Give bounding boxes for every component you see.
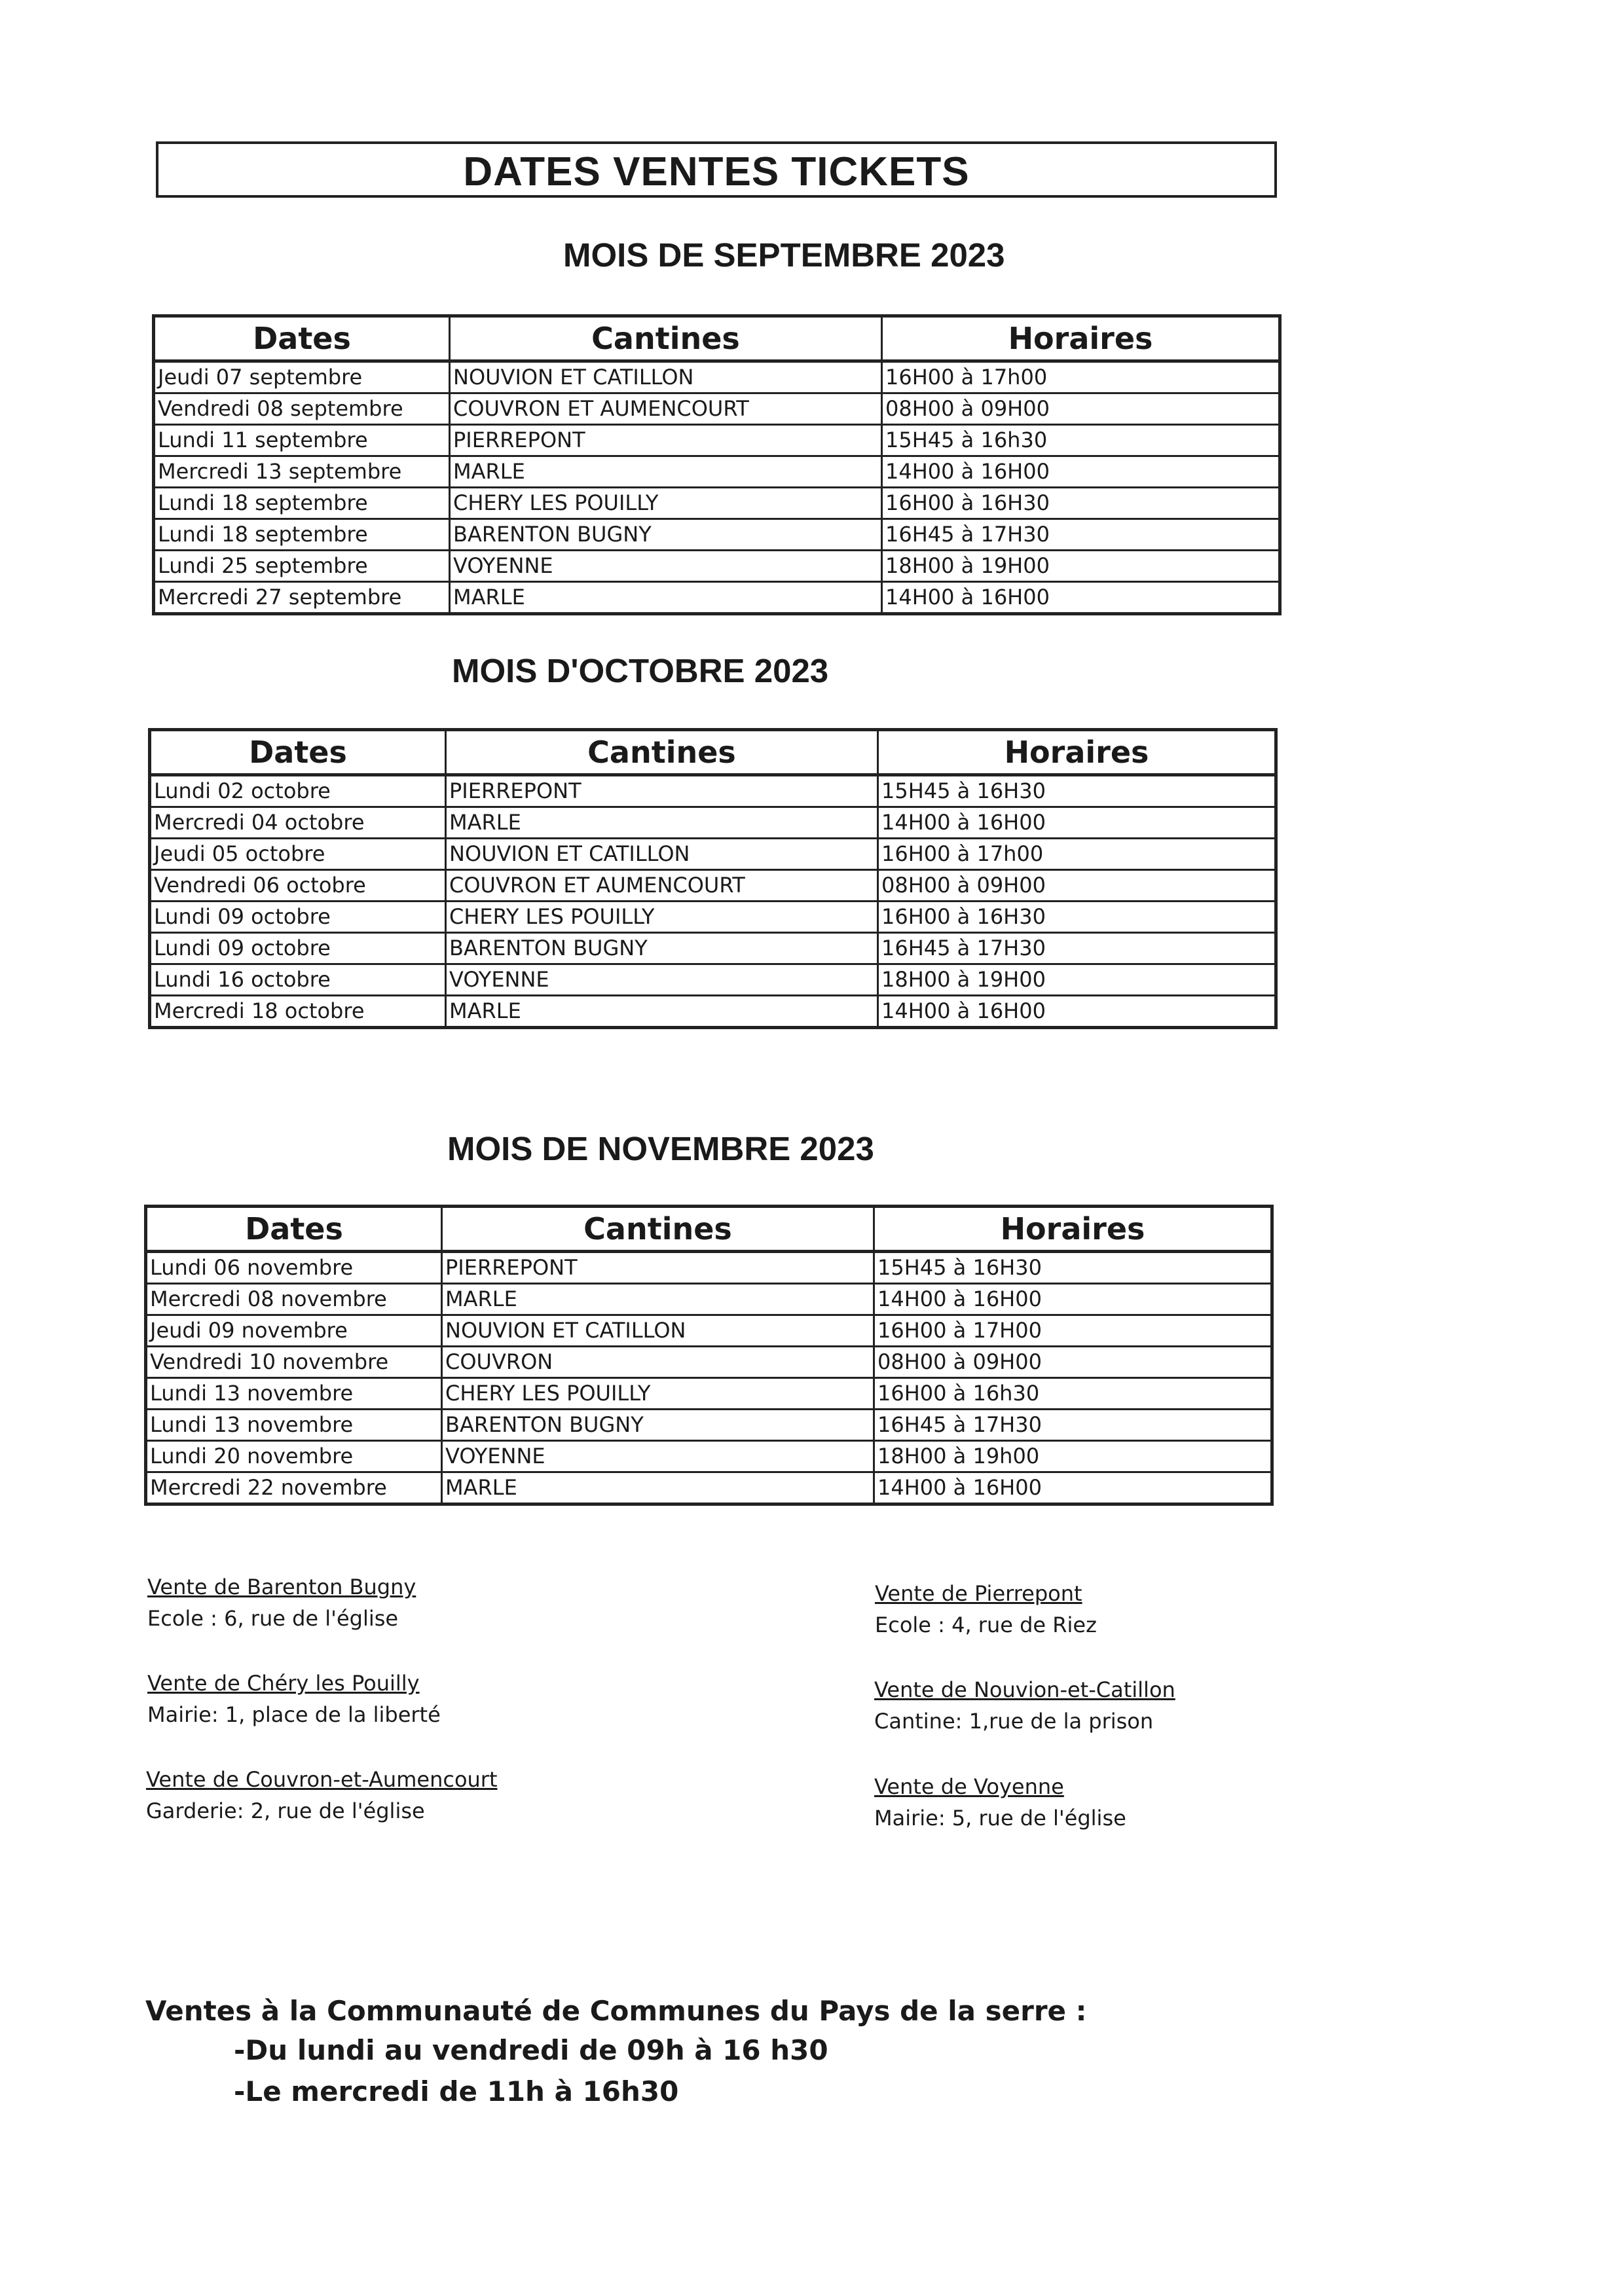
- venue-heading: Vente de Pierrepont: [875, 1581, 1082, 1606]
- cell-horaire: 16H00 à 17h00: [878, 839, 1276, 870]
- venue-nouvion-et-catillon: [874, 1674, 1175, 1737]
- cell-horaire: 16H00 à 17h00: [882, 361, 1280, 393]
- table-row: [146, 1472, 1272, 1504]
- cell-date: Lundi 02 octobre: [150, 775, 446, 807]
- table-body: [150, 775, 1276, 1028]
- cell-cantine: MARLE: [446, 807, 878, 839]
- column-header-horaires: Horaires: [874, 1207, 1272, 1252]
- table-row: [150, 775, 1276, 807]
- table-row: [154, 582, 1280, 614]
- cell-horaire: 16H45 à 17H30: [882, 519, 1280, 551]
- month-title-september: MOIS DE SEPTEMBRE 2023: [563, 236, 1005, 274]
- footer-heading: Ventes à la Communauté de Communes du Pays de la serre :: [145, 1995, 1087, 2027]
- cell-cantine: MARLE: [442, 1284, 874, 1315]
- table-header-row: [146, 1207, 1272, 1252]
- cell-cantine: BARENTON BUGNY: [450, 519, 882, 551]
- table-row: [150, 964, 1276, 996]
- cell-cantine: CHERY LES POUILLY: [442, 1378, 874, 1410]
- table-row: [154, 488, 1280, 519]
- cell-date: Mercredi 22 novembre: [146, 1472, 442, 1504]
- table-row: [150, 839, 1276, 870]
- month-title-november: MOIS DE NOVEMBRE 2023: [447, 1130, 874, 1167]
- venue-pierrepont: [875, 1578, 1097, 1641]
- cell-date: Jeudi 05 octobre: [150, 839, 446, 870]
- venue-barenton-bugny: [147, 1571, 416, 1634]
- column-header-dates: Dates: [154, 316, 450, 361]
- cell-date: Vendredi 08 septembre: [154, 393, 450, 425]
- cell-horaire: 16H00 à 16H30: [878, 902, 1276, 933]
- cell-horaire: 14H00 à 16H00: [882, 456, 1280, 488]
- cell-date: Lundi 11 septembre: [154, 425, 450, 456]
- table-row: [150, 870, 1276, 902]
- cell-cantine: NOUVION ET CATILLON: [446, 839, 878, 870]
- venue-couvron-et-aumencourt: [146, 1764, 498, 1827]
- table-row: [146, 1315, 1272, 1347]
- cell-date: Mercredi 08 novembre: [146, 1284, 442, 1315]
- table-row: [150, 996, 1276, 1028]
- venue-chery-les-pouilly: [147, 1667, 441, 1730]
- month-title-october: MOIS D'OCTOBRE 2023: [452, 652, 829, 689]
- schedule-table-september: [152, 314, 1282, 615]
- column-header-cantines: Cantines: [446, 730, 878, 775]
- cell-horaire: 18H00 à 19H00: [878, 964, 1276, 996]
- cell-cantine: VOYENNE: [442, 1441, 874, 1472]
- venue-heading: Vente de Chéry les Pouilly: [147, 1671, 420, 1696]
- cell-date: Lundi 18 septembre: [154, 519, 450, 551]
- cell-date: Lundi 18 septembre: [154, 488, 450, 519]
- cell-cantine: COUVRON ET AUMENCOURT: [450, 393, 882, 425]
- venue-heading: Vente de Barenton Bugny: [147, 1575, 416, 1599]
- table-row: [154, 456, 1280, 488]
- table-header-row: [154, 316, 1280, 361]
- table-row: [150, 807, 1276, 839]
- table-row: [146, 1378, 1272, 1410]
- cell-date: Lundi 20 novembre: [146, 1441, 442, 1472]
- cell-date: Mercredi 27 septembre: [154, 582, 450, 614]
- venue-address: Ecole : 4, rue de Riez: [875, 1613, 1097, 1637]
- cell-horaire: 14H00 à 16H00: [878, 996, 1276, 1028]
- cell-horaire: 15H45 à 16H30: [878, 775, 1276, 807]
- cell-cantine: COUVRON: [442, 1347, 874, 1378]
- table-row: [154, 425, 1280, 456]
- schedule-table-october: [148, 728, 1278, 1029]
- column-header-cantines: Cantines: [450, 316, 882, 361]
- cell-date: Mercredi 13 septembre: [154, 456, 450, 488]
- table-row: [150, 933, 1276, 964]
- cell-horaire: 14H00 à 16H00: [874, 1472, 1272, 1504]
- cell-horaire: 08H00 à 09H00: [878, 870, 1276, 902]
- page-title: DATES VENTES TICKETS: [463, 149, 970, 194]
- cell-horaire: 14H00 à 16H00: [874, 1284, 1272, 1315]
- cell-horaire: 18H00 à 19h00: [874, 1441, 1272, 1472]
- cell-cantine: CHERY LES POUILLY: [446, 902, 878, 933]
- table-body: [146, 1252, 1272, 1504]
- cell-cantine: PIERREPONT: [446, 775, 878, 807]
- cell-cantine: MARLE: [442, 1472, 874, 1504]
- venue-address: Ecole : 6, rue de l'église: [147, 1606, 399, 1631]
- cell-cantine: MARLE: [450, 456, 882, 488]
- venue-voyenne: [874, 1771, 1126, 1834]
- table-row: [154, 519, 1280, 551]
- table-row: [146, 1284, 1272, 1315]
- table-row: [146, 1410, 1272, 1441]
- cell-date: Lundi 25 septembre: [154, 551, 450, 582]
- cell-cantine: BARENTON BUGNY: [446, 933, 878, 964]
- title-box: [156, 141, 1277, 198]
- footer-wednesday-hours: -Le mercredi de 11h à 16h30: [234, 2075, 679, 2107]
- cell-date: Lundi 09 octobre: [150, 933, 446, 964]
- column-header-dates: Dates: [150, 730, 446, 775]
- cell-cantine: NOUVION ET CATILLON: [450, 361, 882, 393]
- cell-cantine: NOUVION ET CATILLON: [442, 1315, 874, 1347]
- cell-date: Jeudi 07 septembre: [154, 361, 450, 393]
- venue-address: Mairie: 1, place de la liberté: [147, 1702, 441, 1727]
- cell-cantine: BARENTON BUGNY: [442, 1410, 874, 1441]
- cell-horaire: 16H45 à 17H30: [874, 1410, 1272, 1441]
- table-row: [146, 1252, 1272, 1284]
- table-row: [146, 1347, 1272, 1378]
- cell-date: Mercredi 04 octobre: [150, 807, 446, 839]
- cell-horaire: 18H00 à 19H00: [882, 551, 1280, 582]
- cell-cantine: VOYENNE: [450, 551, 882, 582]
- cell-date: Lundi 13 novembre: [146, 1410, 442, 1441]
- cell-horaire: 14H00 à 16H00: [878, 807, 1276, 839]
- cell-date: Vendredi 10 novembre: [146, 1347, 442, 1378]
- column-header-horaires: Horaires: [878, 730, 1276, 775]
- cell-cantine: PIERREPONT: [450, 425, 882, 456]
- table-body: [154, 361, 1280, 614]
- cell-cantine: MARLE: [450, 582, 882, 614]
- cell-cantine: PIERREPONT: [442, 1252, 874, 1284]
- table-row: [146, 1441, 1272, 1472]
- cell-horaire: 16H00 à 17H00: [874, 1315, 1272, 1347]
- table-row: [154, 361, 1280, 393]
- venue-heading: Vente de Couvron-et-Aumencourt: [146, 1767, 498, 1792]
- cell-date: Lundi 13 novembre: [146, 1378, 442, 1410]
- cell-horaire: 08H00 à 09H00: [874, 1347, 1272, 1378]
- cell-horaire: 15H45 à 16H30: [874, 1252, 1272, 1284]
- cell-cantine: MARLE: [446, 996, 878, 1028]
- cell-horaire: 16H00 à 16H30: [882, 488, 1280, 519]
- table-row: [154, 393, 1280, 425]
- venue-address: Mairie: 5, rue de l'église: [874, 1806, 1126, 1831]
- schedule-table-november: [144, 1205, 1274, 1506]
- cell-date: Jeudi 09 novembre: [146, 1315, 442, 1347]
- cell-date: Vendredi 06 octobre: [150, 870, 446, 902]
- column-header-dates: Dates: [146, 1207, 442, 1252]
- table-row: [150, 902, 1276, 933]
- cell-cantine: COUVRON ET AUMENCOURT: [446, 870, 878, 902]
- cell-date: Lundi 09 octobre: [150, 902, 446, 933]
- cell-horaire: 16H45 à 17H30: [878, 933, 1276, 964]
- cell-horaire: 14H00 à 16H00: [882, 582, 1280, 614]
- footer-weekday-hours: -Du lundi au vendredi de 09h à 16 h30: [234, 2034, 828, 2066]
- table-header-row: [150, 730, 1276, 775]
- cell-horaire: 08H00 à 09H00: [882, 393, 1280, 425]
- table-row: [154, 551, 1280, 582]
- venue-address: Cantine: 1,rue de la prison: [874, 1709, 1154, 1734]
- cell-horaire: 15H45 à 16h30: [882, 425, 1280, 456]
- column-header-horaires: Horaires: [882, 316, 1280, 361]
- cell-horaire: 16H00 à 16h30: [874, 1378, 1272, 1410]
- cell-cantine: VOYENNE: [446, 964, 878, 996]
- cell-date: Lundi 16 octobre: [150, 964, 446, 996]
- venue-heading: Vente de Nouvion-et-Catillon: [874, 1677, 1175, 1702]
- venue-heading: Vente de Voyenne: [874, 1774, 1064, 1799]
- cell-date: Mercredi 18 octobre: [150, 996, 446, 1028]
- cell-cantine: CHERY LES POUILLY: [450, 488, 882, 519]
- column-header-cantines: Cantines: [442, 1207, 874, 1252]
- venue-address: Garderie: 2, rue de l'église: [146, 1798, 425, 1823]
- cell-date: Lundi 06 novembre: [146, 1252, 442, 1284]
